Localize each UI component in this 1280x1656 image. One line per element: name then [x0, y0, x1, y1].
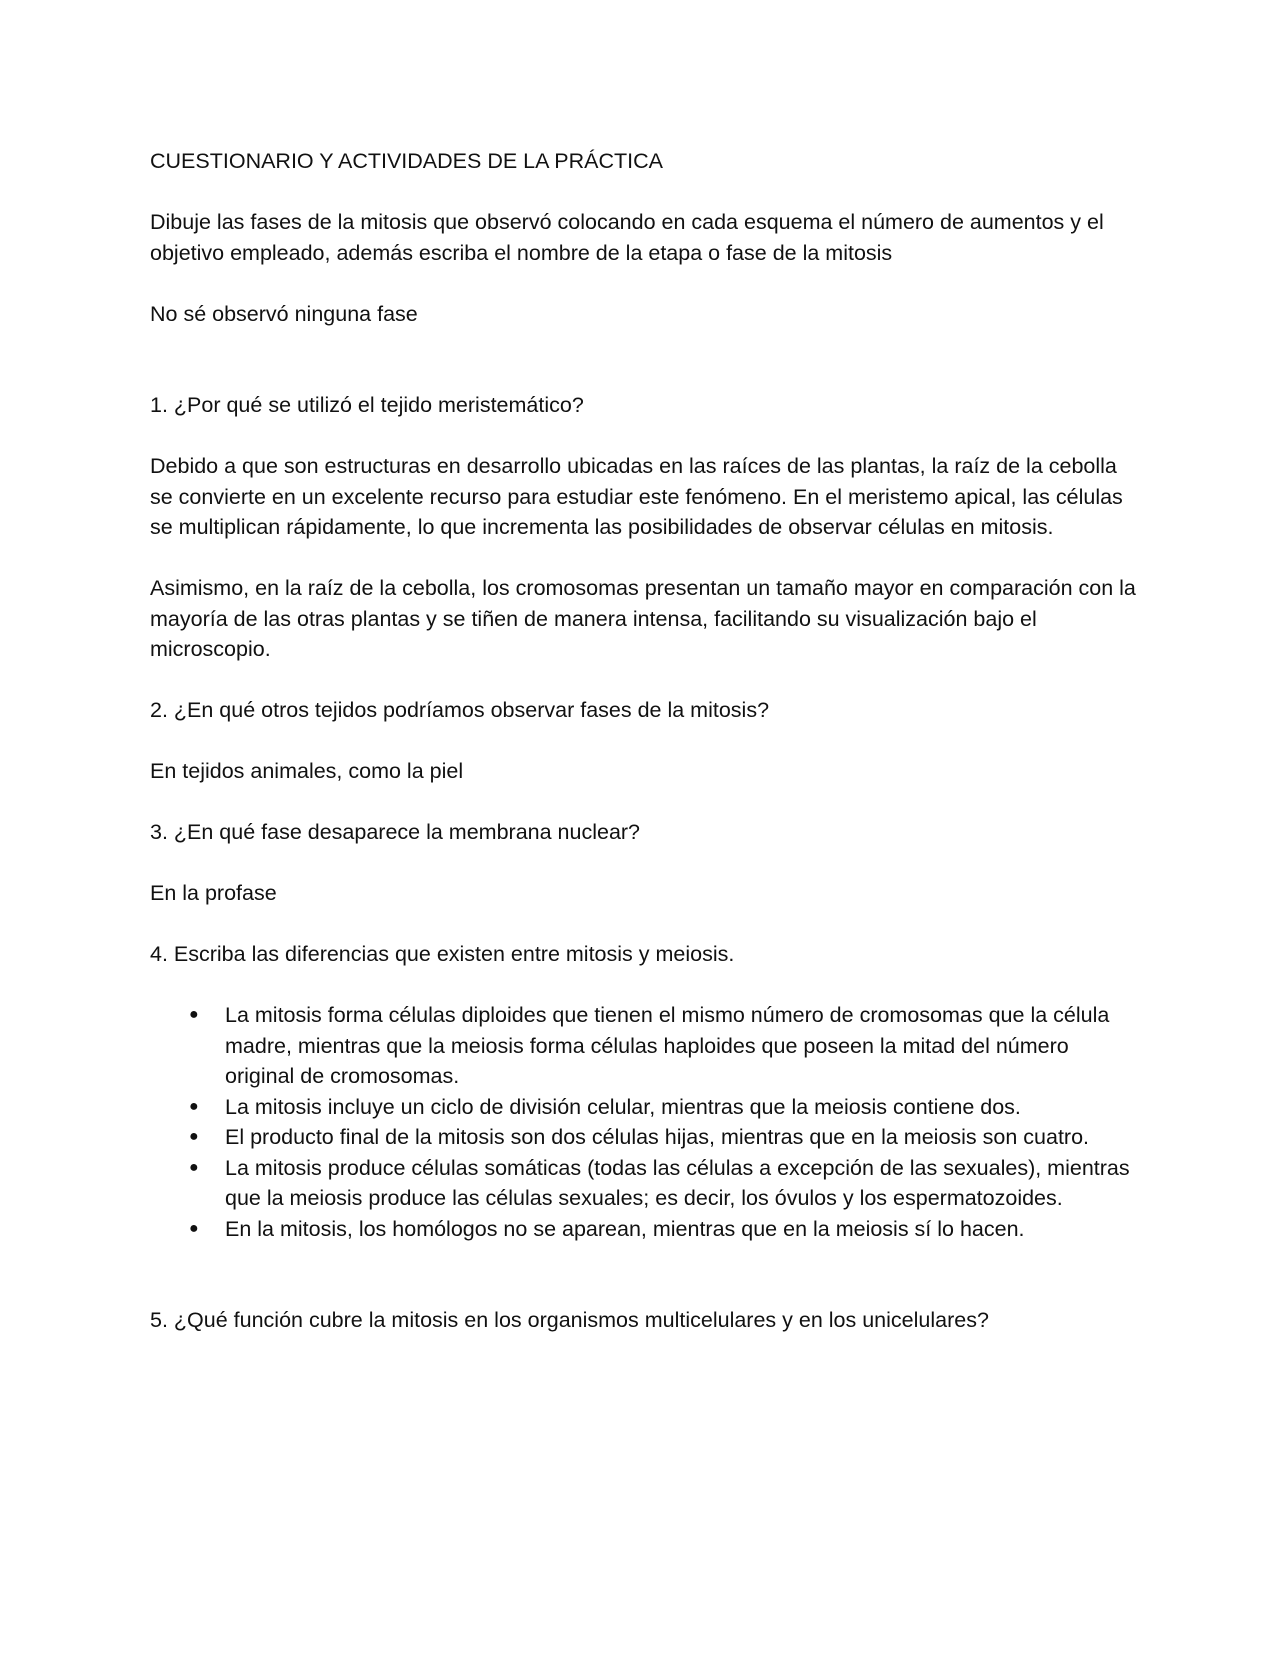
list-item-text: En la mitosis, los homólogos no se aparean, mientras que en la meiosis sí lo hacen.	[225, 1216, 1025, 1241]
list-item-text: La mitosis produce células somáticas (todas las células a excepción de las sexuales), mientras que la meiosis produce las células sexuales; es decir, los óvulos y los espermatozoides.	[225, 1155, 1130, 1210]
list-item-text: La mitosis forma células diploides que tienen el mismo número de cromosomas que la célula madre, mientras que la meiosis forma células haploides que poseen la mitad del número original de cromosomas.	[225, 1003, 1110, 1088]
list-item	[189, 1214, 1140, 1245]
answer-3: En la profase	[150, 881, 277, 905]
instruction-paragraph: Dibuje las fases de la mitosis que observó colocando en cada esquema el número de aumentos y el objetivo empleado, además escriba el nombre de la etapa o fase de la mitosis	[150, 210, 1104, 265]
bullet-icon: ●	[189, 1219, 199, 1237]
differences-list	[150, 1000, 1140, 1244]
list-item	[189, 1153, 1140, 1214]
answer-1-paragraph-2: Asimismo, en la raíz de la cebolla, los cromosomas presentan un tamaño mayor en comparación con la mayoría de las otras plantas y se tiñen de manera intensa, facilitando su visualización bajo el microscopio.	[150, 576, 1136, 661]
list-item-text: La mitosis incluye un ciclo de división celular, mientras que la meiosis contiene dos.	[225, 1094, 1021, 1119]
question-5: 5. ¿Qué función cubre la mitosis en los organismos multicelulares y en los unicelulares?	[150, 1308, 989, 1332]
question-2: 2. ¿En qué otros tejidos podríamos observar fases de la mitosis?	[150, 698, 770, 722]
question-1: 1. ¿Por qué se utilizó el tejido meristemático?	[150, 393, 584, 417]
bullet-icon: ●	[189, 1128, 199, 1145]
answer-2: En tejidos animales, como la piel	[150, 759, 464, 783]
list-item	[189, 1092, 1140, 1123]
bullet-icon: ●	[189, 1097, 199, 1115]
question-4: 4. Escriba las diferencias que existen entre mitosis y meiosis.	[150, 942, 735, 966]
observation-paragraph: No sé observó ninguna fase	[150, 301, 418, 326]
document-title: CUESTIONARIO Y ACTIVIDADES DE LA PRÁCTICA	[150, 149, 663, 173]
list-item	[189, 1122, 1140, 1153]
list-item-text: El producto final de la mitosis son dos células hijas, mientras que en la meiosis son cuatro.	[225, 1125, 1090, 1149]
list-item	[189, 1000, 1140, 1092]
document-body	[150, 146, 1140, 1366]
answer-1-paragraph-1: Debido a que son estructuras en desarrollo ubicadas en las raíces de las plantas, la raíz de la cebolla se convierte en un excelente recurso para estudiar este fenómeno. En el meristemo apical, las células se multiplican rápidamente, lo que incrementa las posibilidades de observar células en mitosis.	[150, 454, 1123, 539]
bullet-icon: ●	[189, 1006, 199, 1023]
question-3: 3. ¿En qué fase desaparece la membrana nuclear?	[150, 820, 641, 844]
blank-line	[150, 360, 1140, 391]
blank-line	[150, 1275, 1140, 1306]
bullet-icon: ●	[189, 1158, 199, 1176]
